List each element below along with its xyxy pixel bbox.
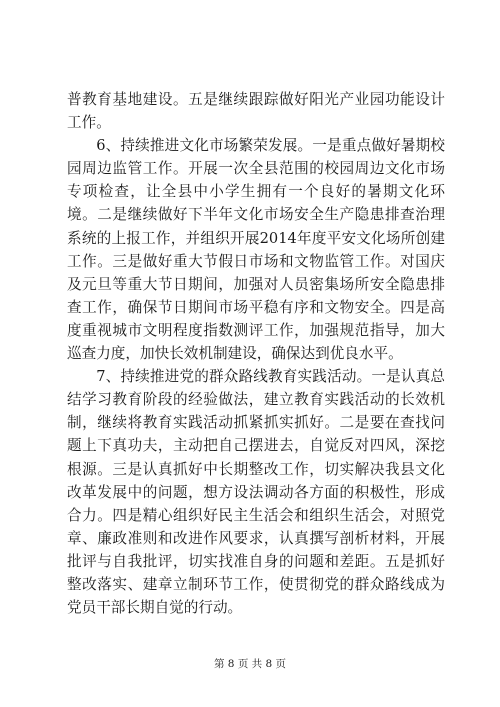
paragraph-culture-market: 6、持续推进文化市场繁荣发展。一是重点做好暑期校园周边监管工作。开展一次全县范围的校园周边文化市场专项检查，让全县中小学生拥有一个良好的暑期文化环境。二是继续做好下半年文化市场安全生产隐患排查治理系统的上报工作，并组织开展2014年度平安文化场所创建工作。三是做好重大节假日市场和文物监管工作。对国庆及元旦等重大节日期间，加强对人员密集场所安全隐患排查工作，确保节日期间市场平稳有序和文物安全。四是高度重视城市文明程度指数测评工作，加强规范指导，加大巡查力度，加快长效机制建设，确保达到优良水平。 <box>67 137 445 363</box>
document-body <box>67 88 445 619</box>
paragraph-continuation: 普教育基地建设。五是继续跟踪做好阳光产业园功能设计工作。 <box>67 91 445 132</box>
paragraph-mass-line-education: 7、持续推进党的群众路线教育实践活动。一是认真总结学习教育阶段的经验做法，建立教育实践活动的长效机制，继续将教育实践活动抓紧抓实抓好。二是要在查找问题上下真功夫，主动把自己摆进去，自觉反对四风，深挖根源。三是认真抓好中长期整改工作，切实解决我县文化改革发展中的问题，想方设法调动各方面的积极性，形成合力。四是精心组织好民主生活会和组织生活会，对照党章、廉政准则和改进作风要求，认真撰写剖析材料，开展批评与自我批评，切实找准自身的问题和差距。五是抓好整改落实、建章立制环节工作，使贯彻党的群众路线成为党员干部长期自觉的行动。 <box>67 368 445 617</box>
page-footer: 第 8 页 共 8 页 <box>213 658 287 670</box>
